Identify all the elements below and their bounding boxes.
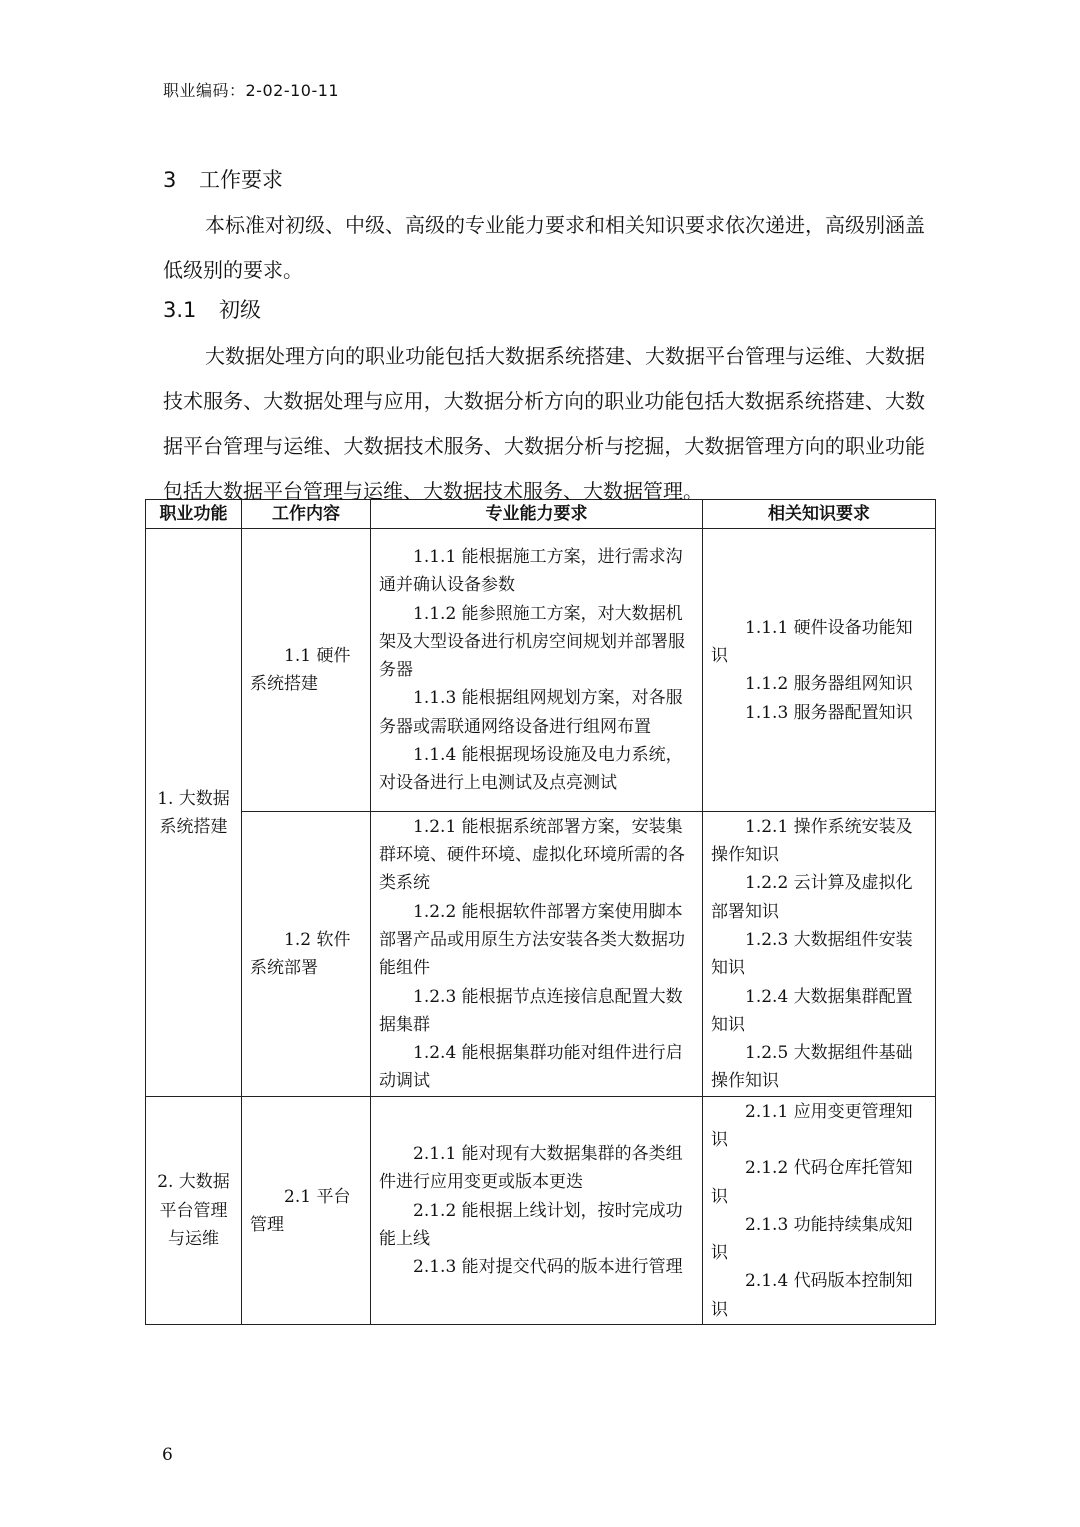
header-work-content: 工作内容: [242, 500, 371, 529]
function-cell: 2. 大数据平台管理与运维: [146, 1097, 242, 1325]
skill-item: 1.2.3 能根据节点连接信息配置大数据集群: [379, 986, 683, 1035]
knowledge-item: 1.1.2 服务器组网知识: [745, 674, 913, 695]
skill-item: 2.1.1 能对现有大数据集群的各类组件进行应用变更或版本更迭: [379, 1144, 683, 1193]
knowledge-item: 2.1.3 功能持续集成知识: [711, 1214, 913, 1264]
subsection-paragraph: 大数据处理方向的职业功能包括大数据系统搭建、大数据平台管理与运维、大数据技术服务、大数据处理与应用，大数据分析方向的职业功能包括大数据系统搭建、大数据平台管理与运维、大数据技术服务、大数据分析与挖掘，大数据管理方向的职业功能包括大数据平台管理与运维、大数据技术服务、大数据管理。: [163, 344, 925, 503]
section-intro-paragraph: 本标准对初级、中级、高级的专业能力要求和相关知识要求依次递进，高级别涵盖低级别的要求。: [163, 213, 925, 282]
knowledge-cell: [703, 529, 936, 812]
skills-cell: [371, 812, 703, 1097]
knowledge-item: 1.2.5 大数据组件基础操作知识: [711, 1043, 913, 1092]
knowledge-item: 1.1.1 硬件设备功能知识: [711, 617, 913, 666]
work-content-text: 1.1 硬件系统搭建: [250, 646, 351, 695]
knowledge-item: 1.2.4 大数据集群配置知识: [711, 986, 913, 1035]
knowledge-item: 1.2.2 云计算及虚拟化部署知识: [711, 873, 913, 922]
section-heading: [163, 164, 283, 194]
skill-item: 1.1.2 能参照施工方案，对大数据机架及大型设备进行机房空间规划并部署服务器: [379, 603, 685, 681]
work-content-text: 1.2 软件系统部署: [250, 930, 351, 979]
work-content-text: 2.1 平台管理: [250, 1186, 351, 1235]
header-function: 职业功能: [146, 500, 242, 529]
subsection-number: 3.1: [163, 298, 197, 322]
header-skill-requirements: 专业能力要求: [371, 500, 703, 529]
page-number: 6: [162, 1445, 173, 1465]
section-number: 3: [163, 168, 177, 192]
subsection-title: 初级: [219, 298, 261, 322]
function-cell: 1. 大数据系统搭建: [146, 529, 242, 1097]
work-content-cell: [242, 1097, 371, 1325]
knowledge-cell: [703, 812, 936, 1097]
skill-item: 1.2.2 能根据软件部署方案使用脚本部署产品或用原生方法安装各类大数据功能组件: [379, 901, 685, 979]
table-row: [146, 812, 936, 1097]
knowledge-item: 1.2.1 操作系统安装及操作知识: [711, 816, 913, 866]
skills-cell: [371, 1097, 703, 1325]
requirements-table: [145, 499, 936, 1325]
skill-item: 1.1.4 能根据现场设施及电力系统，对设备进行上电测试及点亮测试: [379, 745, 683, 794]
work-content-cell: [242, 812, 371, 1097]
skill-item: 1.2.1 能根据系统部署方案，安装集群环境、硬件环境、虚拟化环境所需的各类系统: [379, 816, 685, 894]
occupation-code: 职业编码：2-02-10-11: [163, 81, 340, 100]
section-title: 工作要求: [199, 168, 283, 192]
table-row: [146, 1097, 936, 1325]
knowledge-item: 2.1.4 代码版本控制知识: [711, 1271, 913, 1320]
knowledge-item: 2.1.2 代码仓库托管知识: [711, 1158, 913, 1207]
table-header-row: [146, 500, 936, 529]
skill-item: 2.1.2 能根据上线计划，按时完成功能上线: [379, 1200, 683, 1249]
skill-item: 1.1.1 能根据施工方案，进行需求沟通并确认设备参数: [379, 546, 683, 596]
skill-item: 1.2.4 能根据集群功能对组件进行启动调试: [379, 1043, 683, 1092]
knowledge-item: 2.1.1 应用变更管理知识: [711, 1101, 913, 1150]
work-content-cell: [242, 529, 371, 812]
skills-cell: [371, 529, 703, 812]
subsection-heading: [163, 294, 261, 324]
skill-item: 2.1.3 能对提交代码的版本进行管理: [413, 1257, 683, 1278]
knowledge-item: 1.1.3 服务器配置知识: [745, 702, 913, 723]
knowledge-cell: [703, 1097, 936, 1325]
header-knowledge-requirements: 相关知识要求: [703, 500, 936, 529]
knowledge-item: 1.2.3 大数据组件安装知识: [711, 930, 913, 979]
table-row: [146, 529, 936, 812]
skill-item: 1.1.3 能根据组网规划方案，对各服务器或需联通网络设备进行组网布置: [379, 688, 683, 737]
